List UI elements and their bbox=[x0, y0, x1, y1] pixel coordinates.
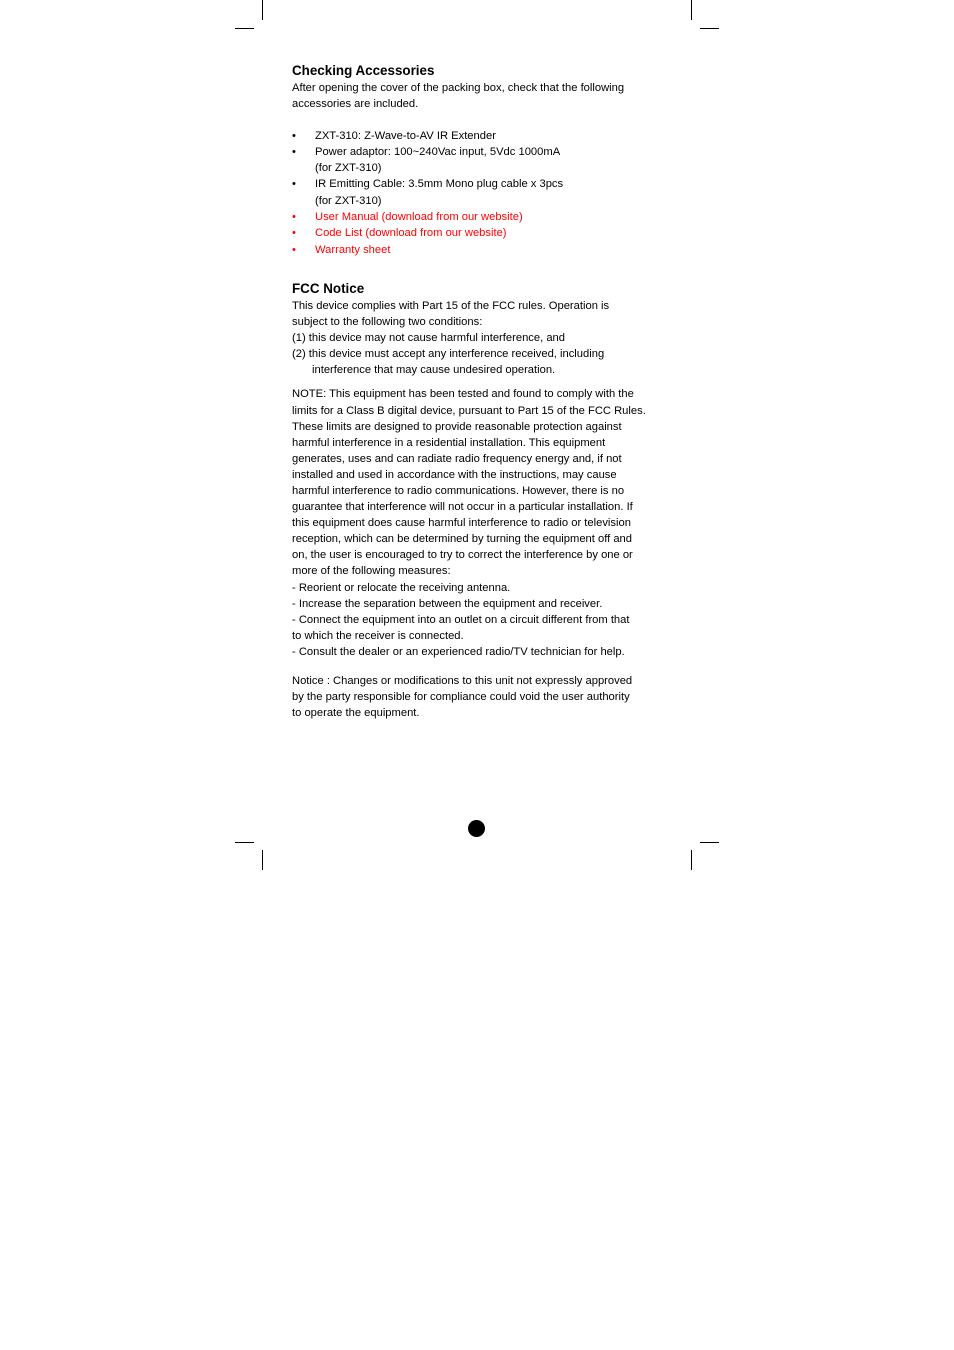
accessories-list bbox=[292, 128, 664, 258]
section-title-checking-accessories: Checking Accessories bbox=[292, 63, 435, 78]
note-line: installed and used in accordance with the instructions, may cause bbox=[292, 468, 617, 481]
modification-notice-paragraph bbox=[292, 673, 664, 721]
intro-line: accessories are included. bbox=[292, 98, 419, 111]
note-line: on, the user is encouraged to try to correct the interference by one or bbox=[292, 549, 633, 562]
list-item-text: IR Emitting Cable: 3.5mm Mono plug cable x 3pcs bbox=[315, 178, 564, 191]
note-line: reception, which can be determined by turning the equipment off and bbox=[292, 533, 632, 546]
notice-line: to operate the equipment. bbox=[292, 707, 420, 720]
bullet-icon: • bbox=[292, 226, 296, 239]
list-item bbox=[292, 225, 664, 241]
list-item-subtext: (for ZXT-310) bbox=[315, 194, 382, 207]
measure-item: - Reorient or relocate the receiving antenna. bbox=[292, 581, 511, 594]
fcc-condition-2-continued: interference that may cause undesired operation. bbox=[312, 364, 556, 377]
intro-line: After opening the cover of the packing box, check that the following bbox=[292, 82, 625, 94]
note-line: limits for a Class B digital device, pursuant to Part 15 of the FCC Rules. bbox=[292, 404, 646, 417]
section-title-fcc-notice: FCC Notice bbox=[292, 280, 365, 296]
notice-line: Notice : Changes or modifications to this unit not expressly approved bbox=[292, 675, 633, 687]
crop-mark-bottom-right-horizontal bbox=[700, 842, 719, 843]
note-line: These limits are designed to provide reasonable protection against bbox=[292, 420, 622, 433]
list-item-text: User Manual (download from our website) bbox=[315, 210, 523, 223]
fcc-line: subject to the following two conditions: bbox=[292, 316, 483, 329]
bullet-icon: • bbox=[292, 178, 296, 191]
accessories-intro bbox=[292, 80, 664, 112]
crop-mark-bottom-left-horizontal bbox=[235, 842, 254, 843]
crop-mark-top-left-vertical bbox=[262, 0, 263, 20]
note-line: harmful interference in a residential installation. This equipment bbox=[292, 436, 606, 449]
note-line: this equipment does cause harmful interference to radio or television bbox=[292, 517, 631, 530]
list-item-text: Power adaptor: 100~240Vac input, 5Vdc 1000mA bbox=[315, 146, 561, 159]
list-item-text: Code List (download from our website) bbox=[315, 226, 507, 239]
notice-line: by the party responsible for compliance could void the user authority bbox=[292, 691, 630, 704]
crop-mark-top-left-horizontal bbox=[235, 28, 254, 29]
note-line: harmful interference to radio communications. However, there is no bbox=[292, 484, 625, 497]
list-item bbox=[292, 144, 664, 176]
note-line: guarantee that interference will not occur in a particular installation. If bbox=[292, 501, 633, 514]
bullet-icon: • bbox=[292, 243, 296, 256]
note-line: more of the following measures: bbox=[292, 565, 451, 578]
fcc-condition-2: (2) this device must accept any interference received, including bbox=[292, 348, 605, 361]
measure-item: - Increase the separation between the equipment and receiver. bbox=[292, 597, 603, 610]
bullet-icon: • bbox=[292, 130, 296, 143]
list-item-subtext: (for ZXT-310) bbox=[315, 162, 382, 175]
list-item bbox=[292, 209, 664, 225]
measure-item: - Consult the dealer or an experienced radio/TV technician for help. bbox=[292, 645, 625, 658]
crop-mark-top-right-vertical bbox=[691, 0, 692, 20]
crop-mark-bottom-right-vertical bbox=[691, 850, 692, 870]
fcc-line: This device complies with Part 15 of the FCC rules. Operation is bbox=[292, 299, 610, 312]
list-item-text: Warranty sheet bbox=[315, 243, 391, 256]
list-item bbox=[292, 242, 664, 258]
measure-item-continued: to which the receiver is connected. bbox=[292, 629, 464, 642]
note-line: NOTE: This equipment has been tested and found to comply with the bbox=[292, 388, 634, 401]
measure-item: - Connect the equipment into an outlet on a circuit different from that bbox=[292, 613, 630, 626]
list-item-text: ZXT-310: Z-Wave-to-AV IR Extender bbox=[315, 130, 496, 143]
fcc-note-paragraph bbox=[292, 386, 664, 660]
bullet-icon: • bbox=[292, 210, 296, 223]
crop-mark-bottom-left-vertical bbox=[262, 850, 263, 870]
crop-mark-top-right-horizontal bbox=[700, 28, 719, 29]
manual-page-content bbox=[292, 62, 664, 721]
fcc-conditions bbox=[292, 298, 664, 378]
list-item bbox=[292, 176, 664, 208]
list-item bbox=[292, 128, 664, 144]
bullet-icon: • bbox=[292, 146, 296, 159]
page-number-dot bbox=[468, 820, 485, 837]
fcc-condition-1: (1) this device may not cause harmful interference, and bbox=[292, 332, 565, 345]
note-line: generates, uses and can radiate radio frequency energy and, if not bbox=[292, 452, 622, 465]
